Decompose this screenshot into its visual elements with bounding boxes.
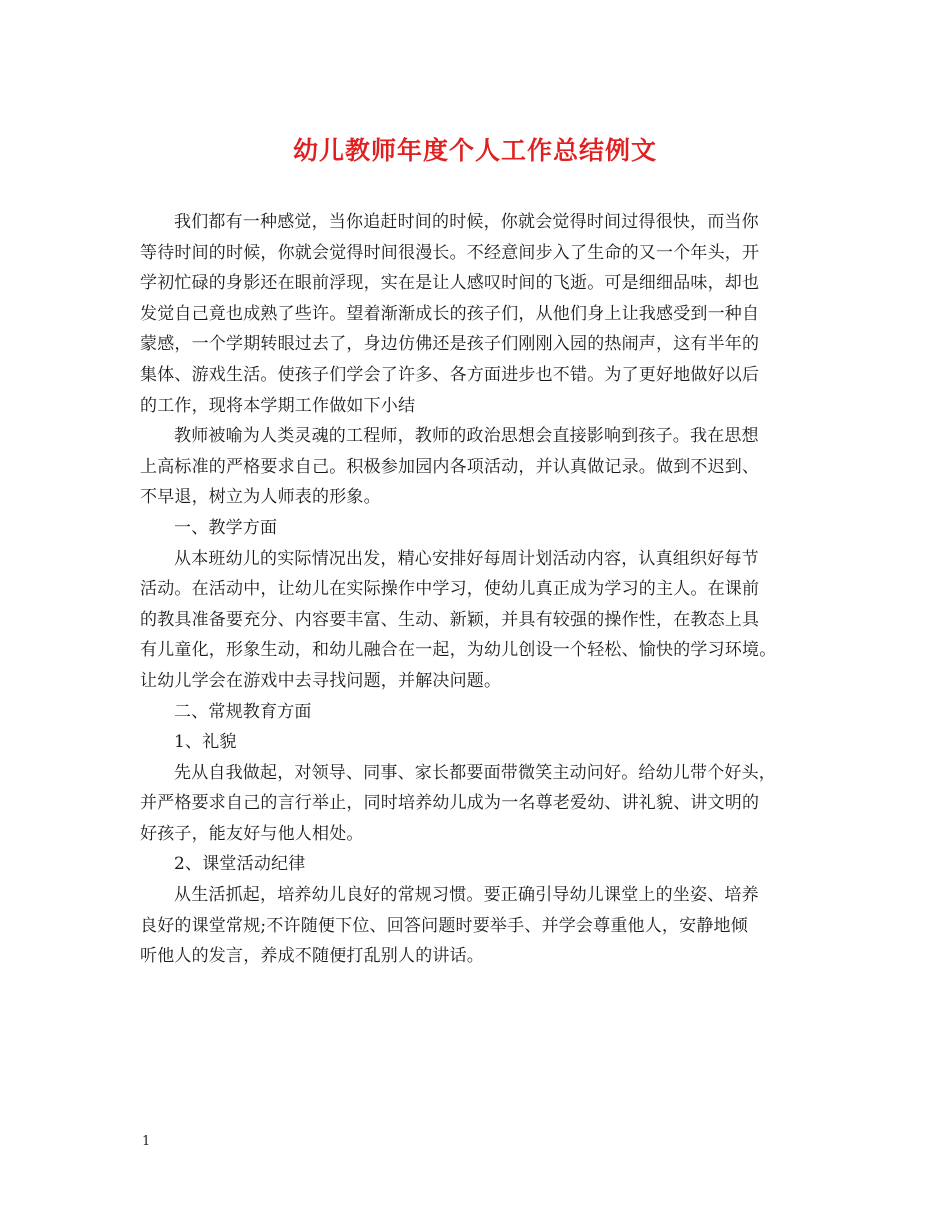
section-heading-teaching: 一、教学方面 (174, 517, 278, 538)
paragraph-teaching: 从本班幼儿的实际情况出发，精心安排好每周计划活动内容，认真组织好每节 活动。在活动中，让幼儿在实际操作中学习，使幼儿真正成为学习的主人。在课前 的教具准备要充分、内容要丰富、生动、新颖，并具有较强的操作性，在教态上具 有儿童化，形象生动，和幼儿融合在一起，为幼儿创设一个轻松、愉快的学习环境。 让幼儿学会在游戏中去寻找问题，并解决问题。 (140, 548, 777, 691)
subheading-classroom-discipline: 2、课堂活动纪律 (174, 854, 306, 875)
paragraph-teacher-role: 教师被喻为人类灵魂的工程师，教师的政治思想会直接影响到孩子。我在思想 上高标准的严格要求自己。积极参加园内各项活动，并认真做记录。做到不迟到、 不早退，树立为人师表的形象。 (140, 426, 760, 508)
paragraph-classroom-discipline: 从生活抓起，培养幼儿良好的常规习惯。要正确引导幼儿课堂上的坐姿、培养 良好的课堂常规;不许随便下位、回答问题时要举手、并学会尊重他人，安静地倾 听他人的发言，养成不随便打乱别人的讲话。 (140, 885, 759, 967)
paragraph-intro: 我们都有一种感觉，当你追赶时间的时候，你就会觉得时间过得很快，而当你 等待时间的时候，你就会觉得时间很漫长。不经意间步入了生命的又一个年头，开 学初忙碌的身影还在眼前浮现，实在是让人感叹时间的飞逝。可是细细品味，却也 发觉自己竟也成熟了些许。望着渐渐成长的孩子们，从他们身上让我感受到一种自 蒙感，一个学期转眼过去了，身边仿佛还是孩子们刚刚入园的热闹声，这有半年的 集体、游戏生活。使孩子们学会了许多、各方面进步也不错。为了更好地做好以后 的工作，现将本学期工作做如下小结 (140, 212, 760, 416)
section-heading-routine: 二、常规教育方面 (174, 701, 312, 722)
subheading-manners: 1、礼貌 (174, 732, 237, 753)
document-body (140, 207, 830, 972)
paragraph-manners: 先从自我做起，对领导、同事、家长都要面带微笑主动问好。给幼儿带个好头， 并严格要求自己的言行举止，同时培养幼儿成为一名尊老爱幼、讲礼貌、讲文明的 好孩子，能友好与他人相处。 (140, 762, 776, 844)
page-number: 1 (142, 1134, 151, 1149)
document-title: 幼儿教师年度个人工作总结例文 (292, 136, 657, 165)
